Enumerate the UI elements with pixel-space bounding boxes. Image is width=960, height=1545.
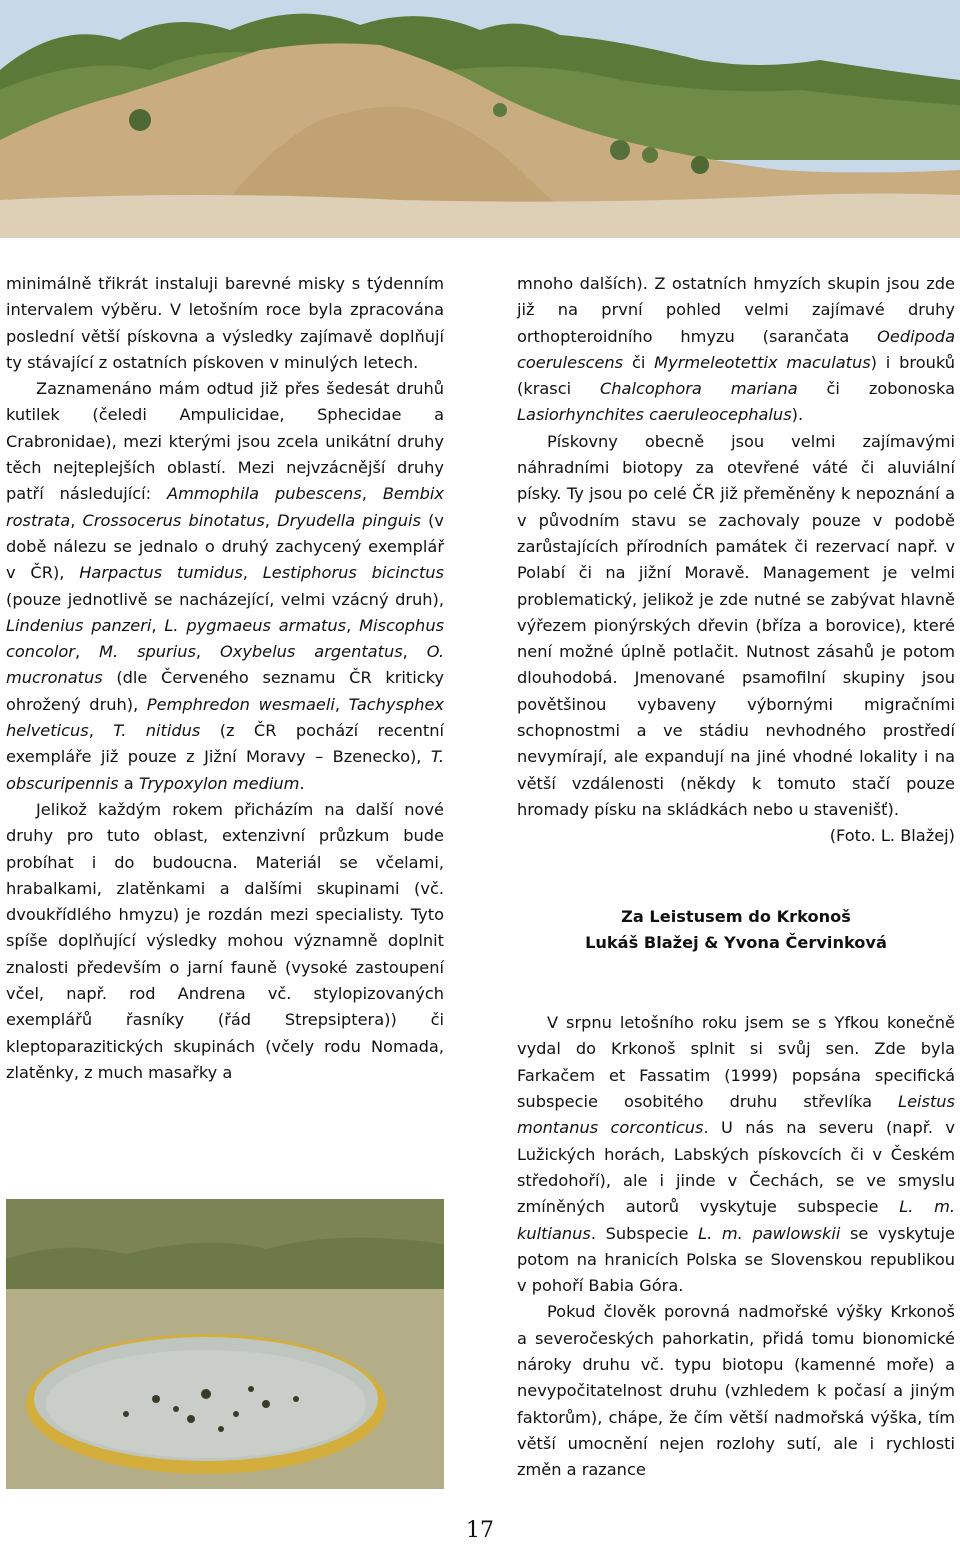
species-name: Lindenius panzeri	[6, 615, 152, 635]
species-name: Crossocerus binotatus	[82, 510, 265, 530]
right-paragraph-3: V srpnu letošního roku jsem se s Yfkou konečně vydal do Krkonoš splnit si svůj sen. Zde byla Farkačem et Fassatim (1999) popsána specifická subspecie osobitého druhu střevlíka Leistus montanus corconticus. U nás na severu (např. v Lužických horách, Labských pískovcích či v Českém středohoří), ale i jinde v Čechách, se ve smyslu zmíněných autorů vyskytuje subspecie L. m. kultianus. Subspecie L. m. pawlowskii se vyskytuje potom na hranicích Polska se Slovenskou republikou v pohoří Babia Góra.	[517, 1013, 956, 1296]
species-name: Leistus montanus corconticus	[517, 1092, 955, 1138]
species-name: Pemphredon wesmaeli	[146, 694, 335, 714]
species-name: Dryudella pinguis	[277, 510, 421, 530]
right-column	[517, 271, 955, 1483]
right-paragraph-1: mnoho dalších). Z ostatních hmyzích skupin jsou zde již na první pohled velmi zajímavé druhy orthopteroidního hmyzu (sarančata Oedipoda coerulescens či Myrmeleotettix maculatus) i brouků (krasci Chalcophora mariana či zobonoska Lasiorhynchites caeruleocephalus).	[517, 274, 956, 425]
species-name: M. spurius	[99, 642, 196, 662]
species-name: Lestiphorus bicinctus	[262, 563, 444, 583]
left-column	[6, 271, 444, 1086]
left-paragraph-1: minimálně třikrát instaluji barevné misky s týdenním intervalem výběru. V letošním roce byla zpracována poslední větší pískovna a výsledky zajímavě doplňují ty stávající z ostatních pískoven v minulých letech.	[6, 274, 444, 372]
article-title: Za Leistusem do Krkonoš	[621, 906, 851, 926]
sand-pit-photo	[0, 0, 960, 238]
species-name: Chalcophora mariana	[600, 379, 798, 399]
species-name: Harpactus tumidus	[79, 563, 243, 583]
page-number: 17	[466, 1518, 494, 1543]
right-paragraph-2: Pískovny obecně jsou velmi zajímavými náhradními biotopy za otevřené váté či aluviální písky. Ty jsou po celé ČR již přeměněny k nepoznání a v původním stavu se zachovaly pouze v podobě zarůstajících přírodních památek či rezervací např. v Polabí či na jižní Moravě. Management je velmi problematický, jelikož je zde nutné se zabývat hlavně výřezem pionýrských dřevin (bříza a borovice), které není možné úplně potlačit. Nutnost zásahů je potom dlouhodobá. Jmenované psamofilní skupiny jsou povětšinou vybaveny výbornými migračními schopnostmi a ve stádiu nevhodného prostředí nevymírají, ale expandují na jiné vhodné lokality i na větší vzdálenosti (někdy k tomuto stačí pouze hromady písku na skládkách nebo u stavenišť).	[517, 431, 955, 819]
species-name: Tachysphex helveticus	[6, 694, 445, 741]
article-authors: Lukáš Blažej & Yvona Červinková	[585, 932, 887, 952]
species-name: Trypoxylon medium	[138, 773, 300, 793]
left-paragraph-3: Jelikož každým rokem přicházím na další nové druhy pro tuto oblast, extenzivní průzkum bude probíhat i do budoucna. Materiál se včelami, hrabalkami, zlatěnkami a dalšími skupinami (vč. dvoukřídlého hmyzu) je rozdán mezi specialisty. Tyto spíše doplňující výsledky mohou významně doplnit znalosti především o jarní fauně (vysoké zastoupení včel, např. rod Andrena vč. stylopizovaných exemplářů řasníky (řád Strepsiptera)) či kleptoparazitických skupinách (včely rodu Nomada, zlatěnky, z much masařky a	[6, 799, 444, 1082]
species-name: T. nitidus	[113, 721, 201, 741]
left-paragraph-2: Zaznamenáno mám odtud již přes šedesát druhů kutilek (čeledi Ampulicidae, Sphecidae a Crabronidae), mezi kterými jsou zcela unikátní druhy těch nejteplejších oblastí. Mezi nejvzácnější druhy patří následující: Ammophila pubescens, Bembix rostrata, Crossocerus binotatus, Dryudella pinguis (v době nálezu se jednalo o druhý zachycený exemplář v ČR), Harpactus tumidus, Lestiphorus bicinctus (pouze jednotlivě se nacházející, velmi vzácný druh), Lindenius panzeri, L. pygmaeus armatus, Miscophus concolor, M. spurius, Oxybelus argentatus, O. mucronatus (dle Červeného seznamu ČR kriticky ohrožený druh), Pemphredon wesmaeli, Tachysphex helveticus, T. nitidus (z ČR pochází recentní exempláře již pouze z Jižní Moravy – Bzenecko), T. obscuripennis a Trypoxylon medium.	[6, 379, 445, 793]
species-name: Oedipoda coerulescens	[517, 326, 955, 372]
species-name: Lasiorhynchites caeruleocephalus	[517, 405, 792, 425]
species-name: L. m. pawlowskii	[698, 1223, 841, 1243]
pan-trap-photo	[6, 1199, 444, 1489]
species-name: Oxybelus argentatus	[220, 642, 403, 662]
right-paragraph-4: Pokud člověk porovná nadmořské výšky Krkonoš a severočeských pahorkatin, přidá tomu bionomické nároky druhu vč. typu biotopu (kamenné moře) a nevypočitatelnost druhu (vzhledem k počasí a jiným faktorům), chápe, že čím větší nadmořská výška, tím větší umocnění nejen rozlohy sutí, ale i rychlosti změn a razance	[517, 1302, 955, 1480]
species-name: L. m. kultianus	[517, 1197, 955, 1243]
species-name: Myrmeleotettix maculatus	[654, 352, 871, 372]
species-name: Miscophus concolor	[6, 615, 445, 662]
species-name: O. mucronatus	[6, 642, 444, 688]
species-name: Ammophila pubescens	[167, 484, 362, 504]
species-name: L. pygmaeus armatus	[164, 615, 347, 635]
species-name: T. obscuripennis	[6, 747, 444, 793]
species-name: Bembix rostrata	[6, 484, 444, 530]
photo-credit: (Foto. L. Blažej)	[829, 826, 955, 846]
